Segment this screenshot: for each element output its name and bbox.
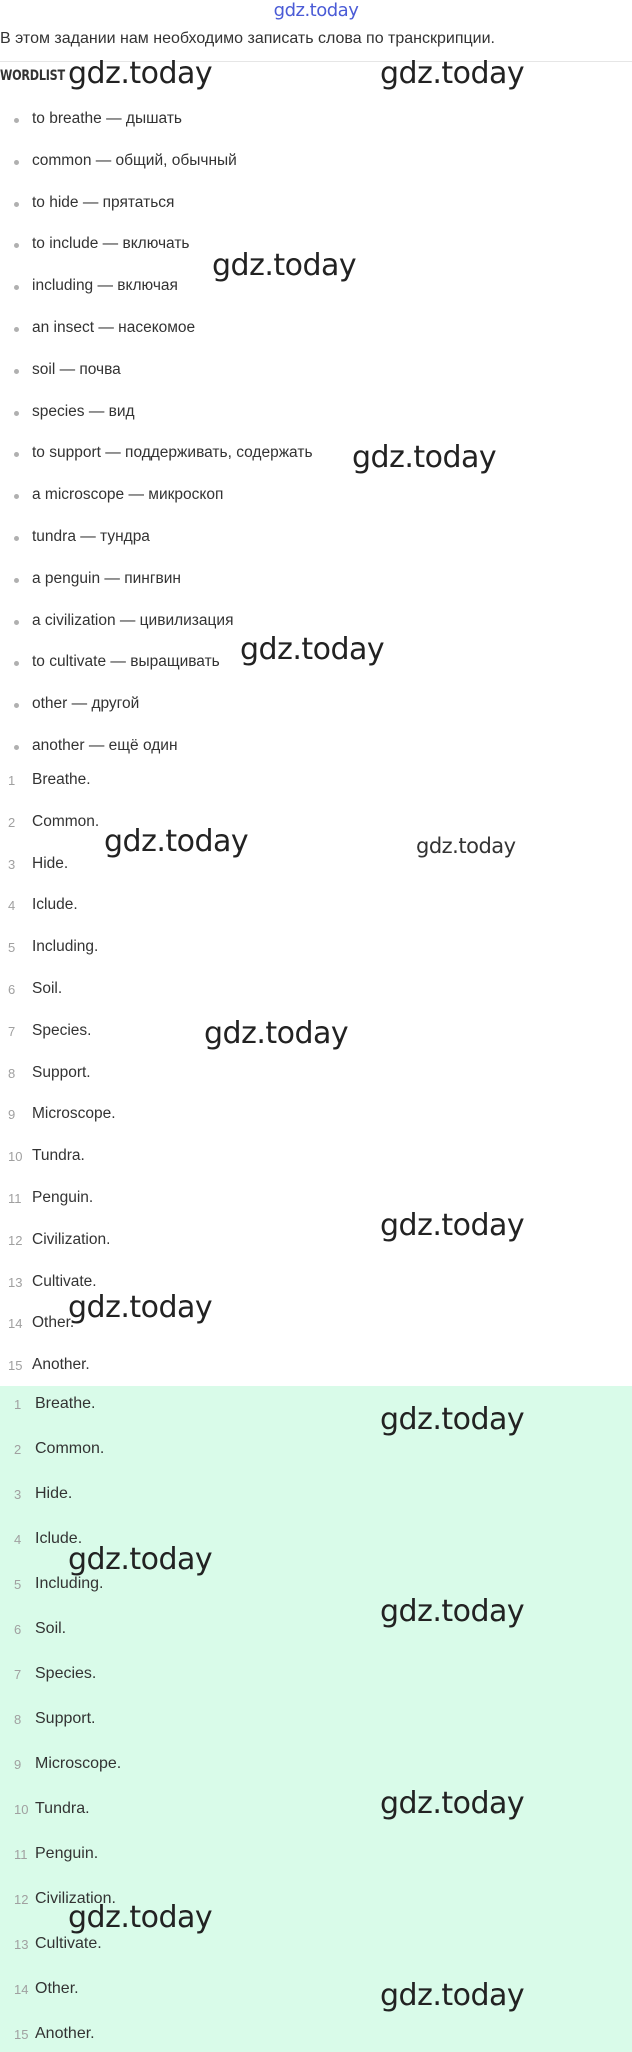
wordlist-item-text: other — другой xyxy=(32,695,140,713)
wordlist-item-text: a civilization — цивилизация xyxy=(32,611,234,629)
wordlist-item xyxy=(0,528,632,570)
wordlist xyxy=(0,110,632,779)
bullet-icon xyxy=(14,243,19,248)
answer-block xyxy=(0,1386,632,2052)
item-number: 2 xyxy=(14,1442,22,1457)
item-text: Common. xyxy=(35,1440,105,1457)
bullet-icon xyxy=(14,369,19,374)
item-number: 6 xyxy=(8,981,16,997)
watermark: gdz.today xyxy=(380,56,525,91)
wordlist-item xyxy=(0,486,632,528)
item-number: 8 xyxy=(8,1065,16,1081)
wordlist-item-text: a microscope — микроскоп xyxy=(32,486,224,504)
bullet-icon xyxy=(14,661,19,666)
item-number: 14 xyxy=(8,1316,23,1332)
watermark: gdz.today xyxy=(380,1208,525,1243)
answer-item xyxy=(0,1890,632,1935)
item-number: 11 xyxy=(14,1847,28,1862)
site-logo[interactable]: gdz.today xyxy=(273,0,359,21)
bullet-icon xyxy=(14,285,19,290)
list-item xyxy=(0,1314,632,1356)
wordlist-item-text: species — вид xyxy=(32,402,135,420)
item-text: Including. xyxy=(32,938,99,956)
item-number: 8 xyxy=(14,1712,22,1727)
bullet-icon xyxy=(14,494,19,499)
item-number: 13 xyxy=(14,1937,29,1952)
item-text: Hide. xyxy=(35,1485,73,1502)
watermark: gdz.today xyxy=(204,1016,349,1051)
watermark: gdz.today xyxy=(380,1594,525,1629)
item-text: Microscope. xyxy=(35,1755,122,1772)
item-number: 11 xyxy=(8,1190,22,1206)
item-number: 4 xyxy=(8,898,16,914)
item-text: Civilization. xyxy=(32,1230,111,1248)
answer-item xyxy=(0,1440,632,1485)
divider xyxy=(0,61,632,62)
wordlist-item xyxy=(0,653,632,695)
item-text: Breathe. xyxy=(32,771,91,788)
item-text: Another. xyxy=(35,2025,95,2042)
answer-item xyxy=(0,1710,632,1755)
answer-item xyxy=(0,1800,632,1845)
watermark: gdz.today xyxy=(352,440,497,475)
wordlist-item xyxy=(0,319,632,361)
item-number: 7 xyxy=(14,1667,22,1682)
item-text: Other. xyxy=(32,1314,75,1332)
answer-item xyxy=(0,1485,632,1530)
item-number: 6 xyxy=(14,1622,22,1637)
item-text: Tundra. xyxy=(35,1800,90,1817)
wordlist-item-text: to breathe — дышать xyxy=(32,110,182,127)
item-number: 3 xyxy=(8,856,16,872)
watermark: gdz.today xyxy=(240,632,385,667)
item-text: Another. xyxy=(32,1356,90,1374)
bullet-icon xyxy=(14,160,19,165)
wordlist-item-text: another — ещё один xyxy=(32,736,178,754)
item-number: 10 xyxy=(8,1149,23,1165)
wordlist-title: WORDLIST xyxy=(0,68,65,84)
watermark: gdz.today xyxy=(212,248,357,283)
answer-item xyxy=(0,1530,632,1575)
exercise-list xyxy=(0,771,632,1398)
item-number: 9 xyxy=(8,1107,16,1123)
answer-item xyxy=(0,1665,632,1710)
wordlist-item xyxy=(0,695,632,737)
item-text: Penguin. xyxy=(35,1845,99,1862)
answer-item xyxy=(0,1935,632,1980)
list-item xyxy=(0,813,632,855)
bullet-icon xyxy=(14,745,19,750)
list-item xyxy=(0,1064,632,1106)
watermark: gdz.today xyxy=(380,1978,525,2013)
item-text: Soil. xyxy=(35,1620,67,1637)
watermark: gdz.today xyxy=(68,1542,213,1577)
bullet-icon xyxy=(14,578,19,583)
item-text: Including. xyxy=(35,1575,104,1592)
task-intro: В этом задании нам необходимо записать слова по транскрипции. xyxy=(0,30,495,47)
bullet-icon xyxy=(14,327,19,332)
item-number: 5 xyxy=(8,940,16,956)
answer-list xyxy=(0,1386,632,2052)
wordlist-item-text: to include — включать xyxy=(32,235,190,253)
wordlist-item-text: including — включая xyxy=(32,277,178,295)
item-text: Cultivate. xyxy=(35,1935,102,1952)
item-number: 13 xyxy=(8,1274,23,1290)
list-item xyxy=(0,980,632,1022)
list-item xyxy=(0,855,632,897)
answer-item xyxy=(0,1980,632,2025)
item-text: Common. xyxy=(32,812,100,830)
wordlist-item xyxy=(0,194,632,236)
wordlist-item xyxy=(0,235,632,277)
bullet-icon xyxy=(14,411,19,416)
wordlist-item-text: common — общий, обычный xyxy=(32,151,237,169)
answer-item xyxy=(0,1755,632,1800)
answer-item xyxy=(0,1395,632,1440)
item-text: Iclude. xyxy=(35,1530,83,1547)
wordlist-item-text: an insect — насекомое xyxy=(32,318,196,336)
list-item xyxy=(0,771,632,813)
answer-item xyxy=(0,1620,632,1665)
bullet-icon xyxy=(14,202,19,207)
wordlist-item xyxy=(0,152,632,194)
item-text: Cultivate. xyxy=(32,1272,97,1290)
item-text: Species. xyxy=(35,1665,97,1682)
bullet-icon xyxy=(14,703,19,708)
wordlist-item-text: to hide — прятаться xyxy=(32,193,175,211)
wordlist-item xyxy=(0,277,632,319)
watermark: gdz.today xyxy=(68,1900,213,1935)
item-text: Soil. xyxy=(32,979,63,997)
item-number: 12 xyxy=(8,1232,23,1248)
item-text: Microscope. xyxy=(32,1105,116,1123)
list-item xyxy=(0,1231,632,1273)
item-text: Civilization. xyxy=(35,1890,116,1907)
item-number: 3 xyxy=(14,1487,22,1502)
item-text: Species. xyxy=(32,1021,92,1039)
item-text: Support. xyxy=(32,1063,91,1081)
item-number: 14 xyxy=(14,1982,29,1997)
item-number: 5 xyxy=(14,1577,22,1592)
list-item xyxy=(0,1273,632,1315)
item-text: Other. xyxy=(35,1980,79,1997)
wordlist-item xyxy=(0,110,632,152)
wordlist-item-text: to support — поддерживать, содержать xyxy=(32,444,313,462)
item-text: Iclude. xyxy=(32,896,78,914)
wordlist-item xyxy=(0,403,632,445)
item-text: Support. xyxy=(35,1710,96,1727)
wordlist-item-text: a penguin — пингвин xyxy=(32,569,181,587)
bullet-icon xyxy=(14,536,19,541)
list-item xyxy=(0,896,632,938)
wordlist-item-text: soil — почва xyxy=(32,360,121,378)
item-text: Tundra. xyxy=(32,1147,85,1165)
watermark: gdz.today xyxy=(416,834,516,858)
list-item xyxy=(0,1105,632,1147)
wordlist-item-text: to cultivate — выращивать xyxy=(32,653,220,671)
watermark: gdz.today xyxy=(380,1402,525,1437)
wordlist-item xyxy=(0,444,632,486)
item-number: 9 xyxy=(14,1757,22,1772)
item-text: Hide. xyxy=(32,854,69,872)
item-number: 10 xyxy=(14,1802,29,1817)
item-number: 2 xyxy=(8,814,16,830)
item-number: 4 xyxy=(14,1532,22,1547)
wordlist-item xyxy=(0,612,632,654)
item-text: Penguin. xyxy=(32,1188,94,1206)
list-item xyxy=(0,1147,632,1189)
bullet-icon xyxy=(14,620,19,625)
item-number: 15 xyxy=(14,2027,29,2042)
watermark: gdz.today xyxy=(68,1290,213,1325)
bullet-icon xyxy=(14,118,19,123)
answer-item xyxy=(0,1575,632,1620)
item-number: 15 xyxy=(8,1358,23,1374)
list-item xyxy=(0,1189,632,1231)
answer-item xyxy=(0,2025,632,2052)
item-number: 12 xyxy=(14,1892,29,1907)
watermark: gdz.today xyxy=(104,824,249,859)
list-item xyxy=(0,938,632,980)
answer-item xyxy=(0,1845,632,1890)
item-text: Breathe. xyxy=(35,1395,96,1412)
item-number: 1 xyxy=(8,773,16,788)
item-number: 1 xyxy=(14,1397,22,1412)
wordlist-item xyxy=(0,570,632,612)
wordlist-item xyxy=(0,361,632,403)
watermark: gdz.today xyxy=(68,56,213,91)
bullet-icon xyxy=(14,452,19,457)
list-item xyxy=(0,1022,632,1064)
watermark: gdz.today xyxy=(380,1786,525,1821)
wordlist-item-text: tundra — тундра xyxy=(32,527,150,545)
item-number: 7 xyxy=(8,1023,16,1039)
